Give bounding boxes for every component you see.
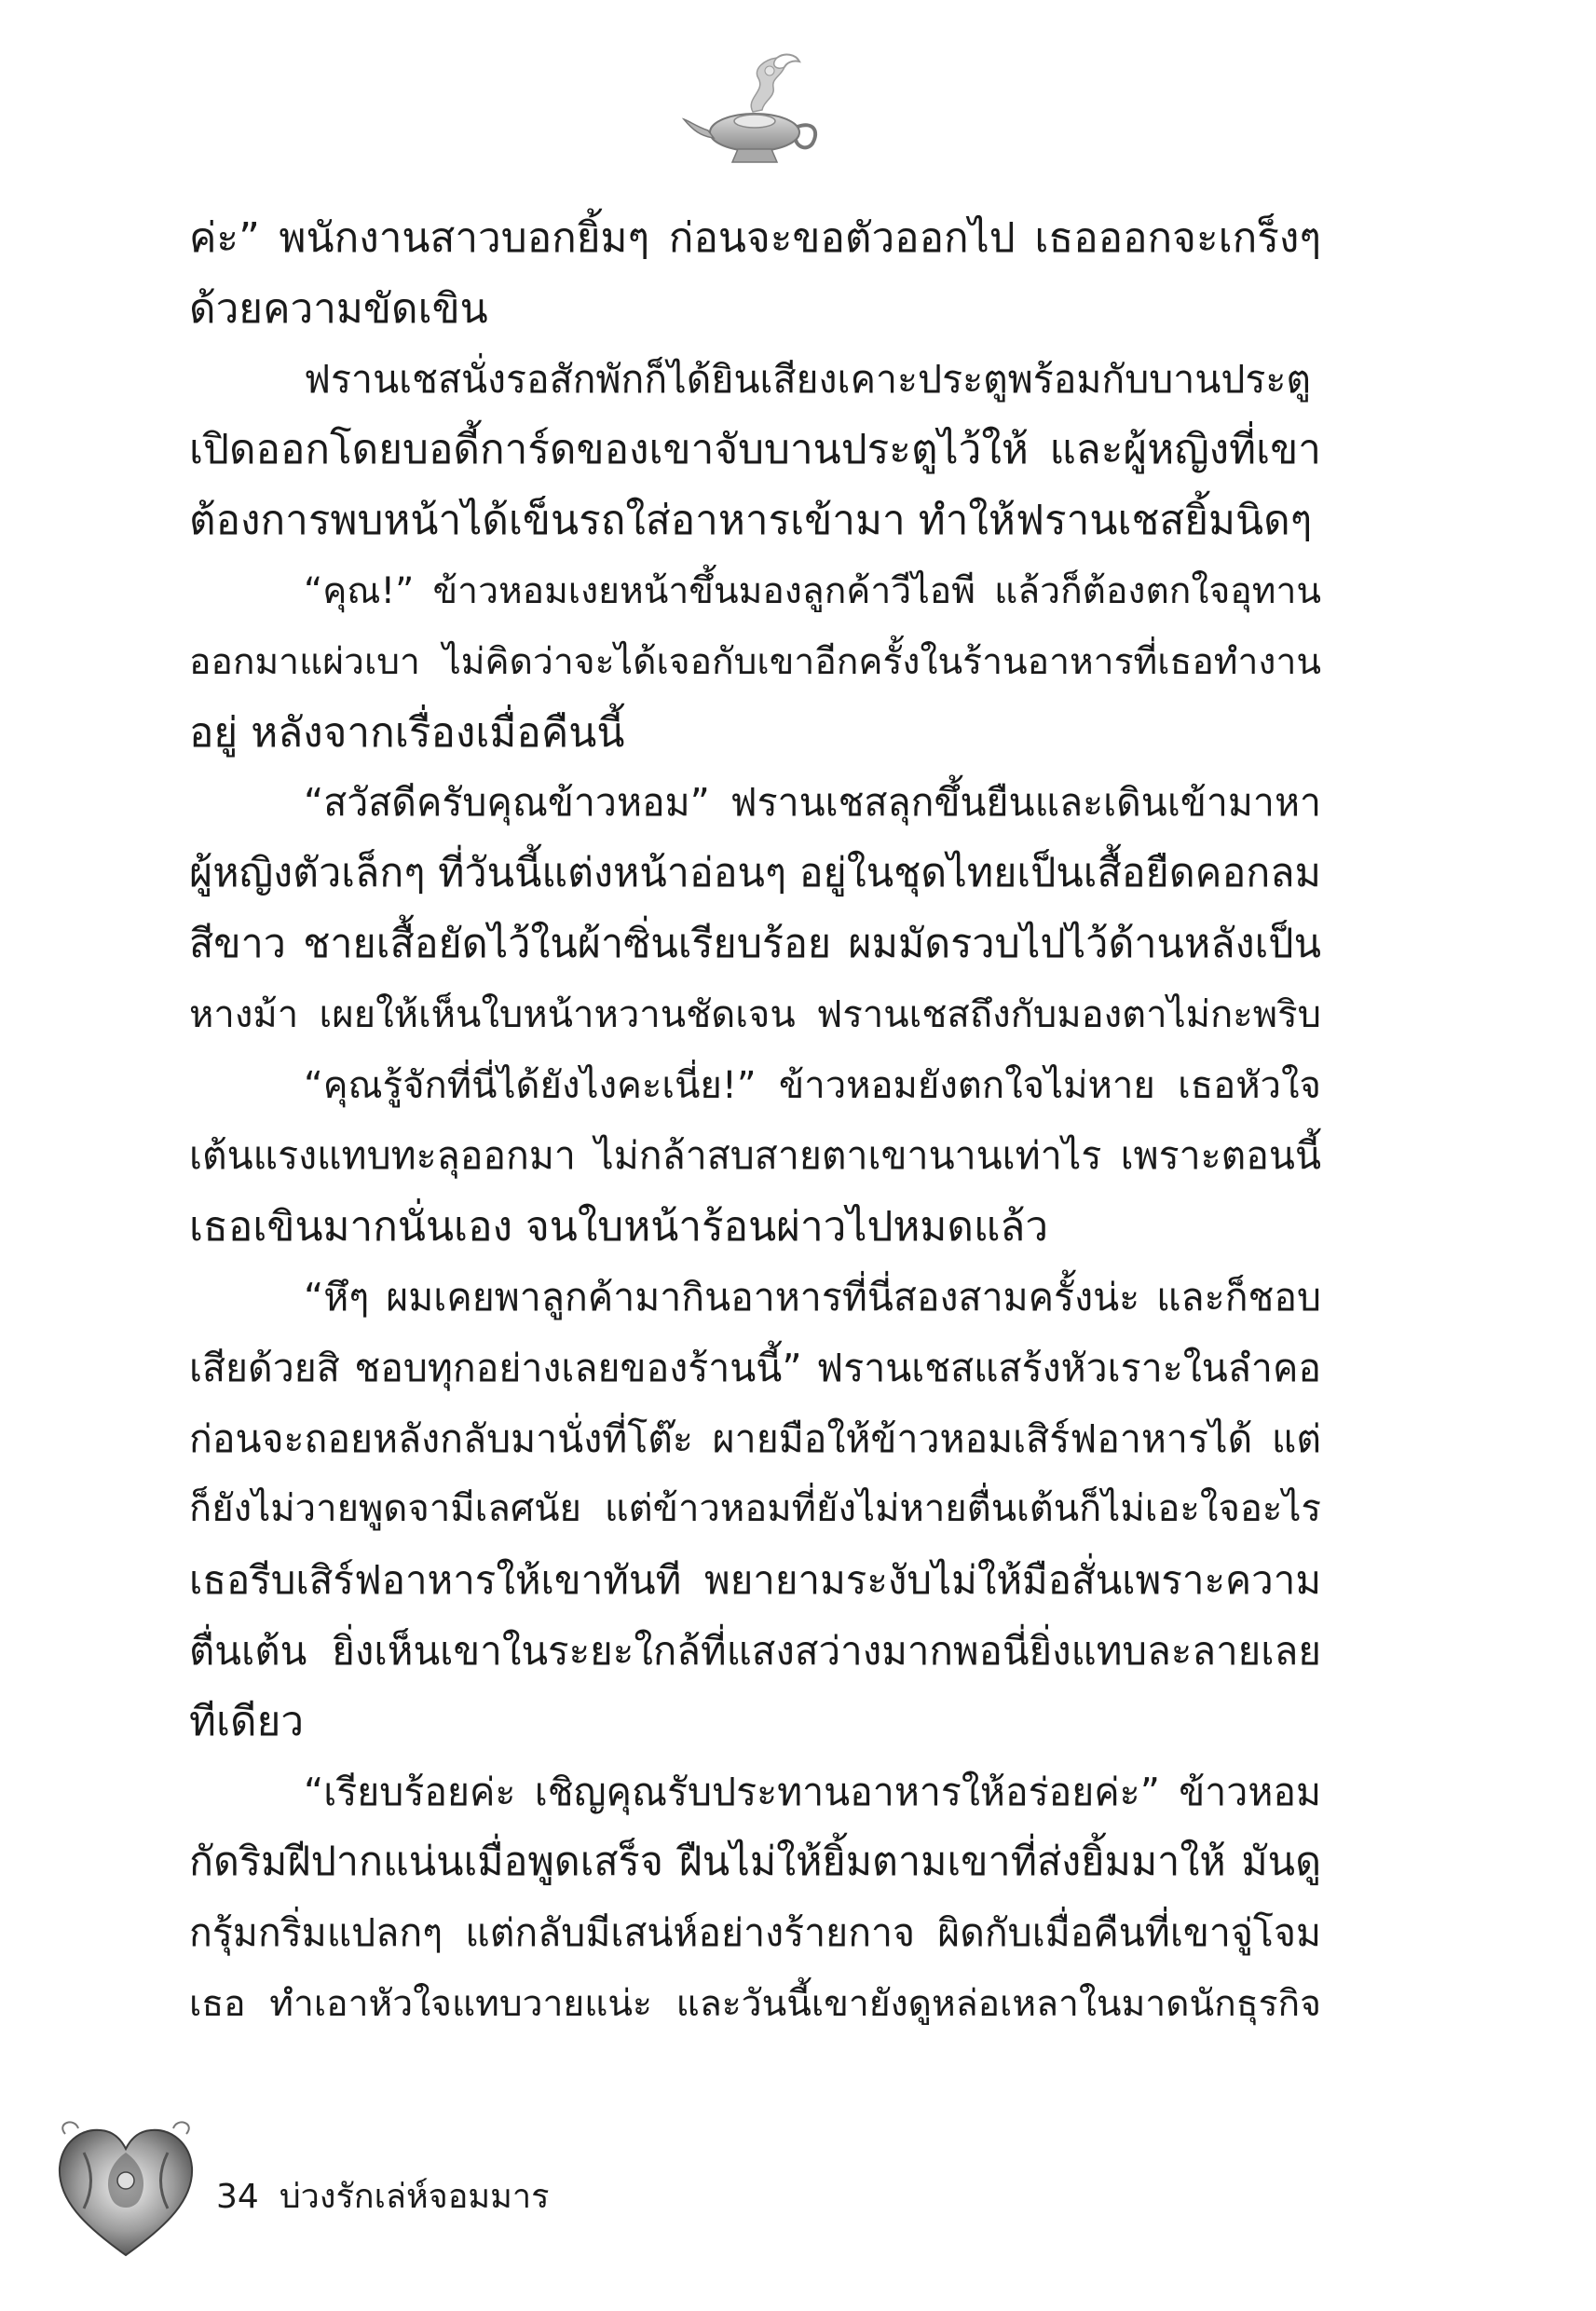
text-line: ตื่นเต้น ยิ่งเห็นเขาในระยะใกล้ที่แสงสว่างมากพอนี่ยิ่งแทบละลายเลย bbox=[189, 1627, 1321, 1674]
genie-lamp-icon bbox=[680, 47, 829, 172]
text-line: เธอเขินมากนั่นเอง จนใบหน้าร้อนผ่าวไปหมดแล้ว bbox=[189, 1203, 1049, 1251]
text-line: หางม้า เผยให้เห็นใบหน้าหวานชัดเจน ฟรานเชสถึงกับมองตาไม่กะพริบ bbox=[189, 992, 1321, 1036]
page-number: 34 bbox=[216, 2178, 259, 2216]
text-line: ผู้หญิงตัวเล็กๆ ที่วันนี้แต่งหน้าอ่อนๆ อยู่ในชุดไทยเป็นเสื้อยืดคอกลม bbox=[189, 850, 1321, 897]
text-line: เต้นแรงแทบทะลุออกมา ไม่กล้าสบสายตาเขานานเท่าไร เพราะตอนนี้ bbox=[189, 1133, 1321, 1179]
text-line: เธอ ทำเอาหัวใจแทบวายแน่ะ และวันนี้เขายังดูหล่อเหลาในมาดนักธุรกิจ bbox=[189, 1982, 1321, 2025]
text-line: เปิดออกโดยบอดี้การ์ดของเขาจับบานประตูไว้ให้ และผู้หญิงที่เขา bbox=[189, 426, 1321, 474]
text-line: อยู่ หลังจากเรื่องเมื่อคืนนี้ bbox=[189, 708, 625, 757]
text-line: “เรียบร้อยค่ะ เชิญคุณรับประทานอาหารให้อร่อยค่ะ” ข้าวหอม bbox=[304, 1769, 1321, 1814]
text-line: ออกมาแผ่วเบา ไม่คิดว่าจะได้เจอกับเขาอีกครั้งในร้านอาหารที่เธอทำงาน bbox=[189, 640, 1321, 683]
text-line: “คุณรู้จักที่นี่ได้ยังไงคะเนี่ย!” ข้าวหอมยังตกใจไม่หาย เธอหัวใจ bbox=[304, 1063, 1321, 1107]
text-line: เสียด้วยสิ ชอบทุกอย่างเลยของร้านนี้” ฟรานเชสแสร้งหัวเราะในลำคอ bbox=[189, 1345, 1321, 1390]
text-line: สีขาว ชายเสื้อยัดไว้ในผ้าซิ่นเรียบร้อย ผมมัดรวบไปไว้ด้านหลังเป็น bbox=[189, 920, 1321, 967]
page-footer bbox=[216, 2174, 549, 2221]
text-line: “สวัสดีครับคุณข้าวหอม” ฟรานเชสลุกขึ้นยืนและเดินเข้ามาหา bbox=[304, 780, 1321, 826]
text-line: “คุณ!” ข้าวหอมเงยหน้าขึ้นมองลูกค้าวีไอพี แล้วก็ต้องตกใจอุทาน bbox=[304, 569, 1321, 612]
text-line: เธอรีบเสิร์ฟอาหารให้เขาทันที พยายามระงับไม่ให้มือสั่นเพราะความ bbox=[189, 1557, 1321, 1604]
text-line: กรุ้มกริ่มแปลกๆ แต่กลับมีเสน่ห์อย่างร้ายกาจ ผิดกับเมื่อคืนที่เขาจู่โจม bbox=[189, 1910, 1321, 1956]
book-title: บ่วงรักเล่ห์จอมมาร bbox=[279, 2178, 550, 2216]
body-text bbox=[189, 203, 1321, 2040]
text-line: “หึๆ ผมเคยพาลูกค้ามากินอาหารที่นี่สองสามครั้งน่ะ และก็ชอบ bbox=[304, 1274, 1321, 1320]
text-line: ด้วยความขัดเขิน bbox=[189, 284, 488, 333]
text-line: ต้องการพบหน้าได้เข็นรถใส่อาหารเข้ามา ทำให้ฟรานเชสยิ้มนิดๆ bbox=[189, 497, 1313, 545]
text-line: กัดริมฝีปากแน่นเมื่อพูดเสร็จ ฝืนไม่ให้ยิ้มตามเขาที่ส่งยิ้มมาให้ มันดู bbox=[189, 1839, 1321, 1886]
text-line: ก็ยังไม่วายพูดจามีเลศนัย แต่ข้าวหอมที่ยังไม่หายตื่นเต้นก็ไม่เอะใจอะไร bbox=[189, 1487, 1321, 1531]
text-line: ทีเดียว bbox=[189, 1697, 305, 1745]
ornate-heart-icon bbox=[47, 2115, 205, 2264]
text-line: ค่ะ” พนักงานสาวบอกยิ้มๆ ก่อนจะขอตัวออกไป เธอออกจะเกร็งๆ bbox=[189, 214, 1321, 262]
text-line: ฟรานเชสนั่งรอสักพักก็ได้ยินเสียงเคาะประตูพร้อมกับบานประตู bbox=[304, 356, 1312, 402]
text-line: ก่อนจะถอยหลังกลับมานั่งที่โต๊ะ ผายมือให้ข้าวหอมเสิร์ฟอาหารได้ แต่ bbox=[189, 1415, 1321, 1461]
